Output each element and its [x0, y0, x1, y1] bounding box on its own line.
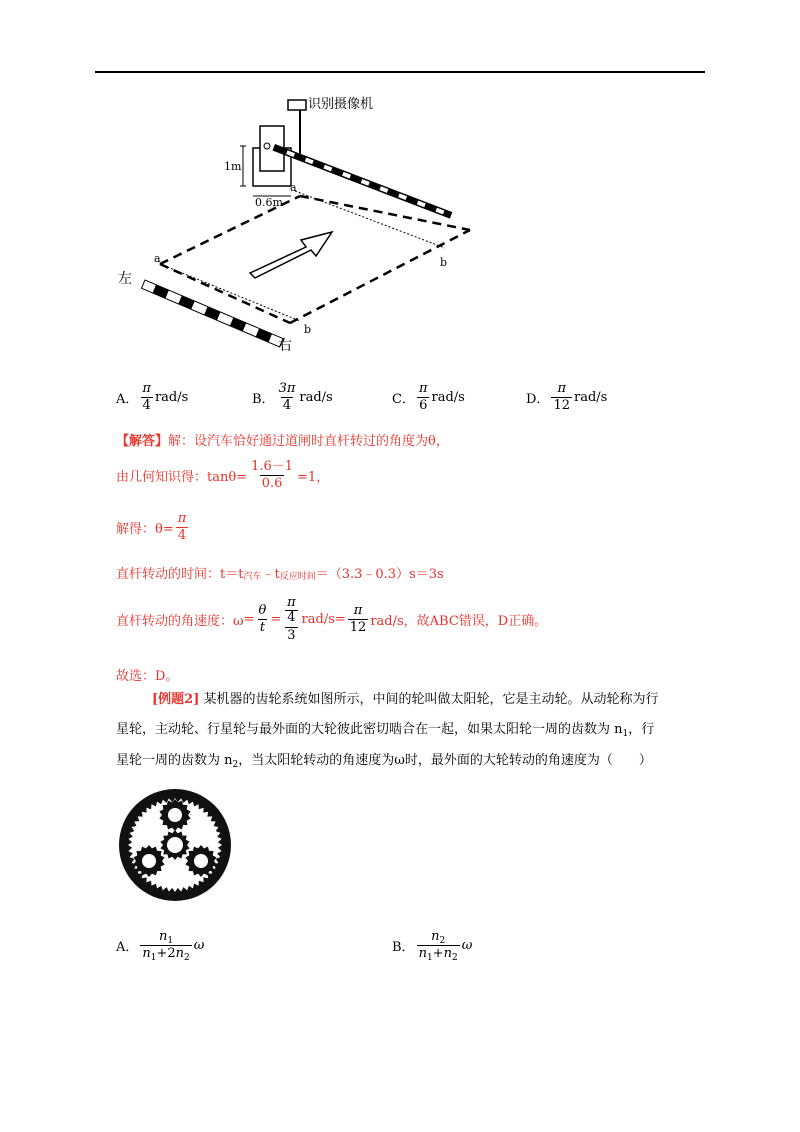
height-label: 1m: [224, 160, 242, 173]
option-c[interactable]: [392, 382, 465, 414]
geometry-fraction: $\frac{1.6-1}{0.6}$: [251, 459, 294, 492]
example2-question: [116, 685, 716, 777]
option-unit: rad/s: [431, 390, 465, 406]
omega-suffix: rad/s，故ABC错误，D正确。: [370, 613, 548, 629]
omega-compound-fraction: π 4 3: [287, 595, 296, 643]
planet-gear-hub: [168, 808, 182, 822]
example2-line3: 星轮一周的齿数为 $n_2$，当太阳轮转动的角速度为ω时，最外面的大轮转动的角速度为（ ）: [116, 753, 652, 770]
width-label: 0.6m: [255, 196, 283, 209]
omega-eq: =: [243, 611, 255, 627]
omega-unit: rad/s=: [301, 611, 346, 627]
option-letter: A．: [116, 392, 139, 408]
barrier-gate-figure: [110, 88, 490, 360]
right-label: 右: [278, 338, 292, 354]
time-mid: ﹣t: [261, 567, 280, 582]
answer-line: 故选：D。: [116, 669, 179, 684]
point-a: a: [154, 252, 161, 265]
example2-line2: 星轮，主动轮、行星轮与最外面的大轮彼此密切啮合在一起，如果太阳轮一周的齿数为 $n_1$，行: [116, 722, 655, 739]
time-sub-reaction: 反应时间: [279, 572, 316, 582]
omega-result-fraction: $\frac{\pi}{12}$: [349, 602, 367, 635]
example2-line1: [116, 685, 716, 715]
geometry-line: [116, 460, 329, 492]
solution-tag: 【解答】: [116, 434, 169, 449]
option-b[interactable]: [252, 382, 333, 414]
example2-line1-text: 某机器的齿轮系统如图所示，中间的轮叫做太阳轮，它是主动轮。从动轮称为行: [199, 692, 659, 707]
sun-gear-hub: [167, 837, 183, 853]
option-d[interactable]: [526, 382, 607, 414]
option-fraction: $\frac{n_2}{n_1+n_2}$: [418, 929, 458, 964]
omega-prefix: 直杆转动的角速度：ω: [116, 613, 244, 629]
planet-gear-hub: [194, 854, 208, 868]
option-letter: A．: [116, 940, 139, 956]
left-label: 左: [118, 271, 132, 287]
camera-label: 识别摄像机: [308, 97, 374, 112]
omega-eq2: =: [270, 611, 282, 627]
point-b-top: b: [440, 256, 448, 269]
time-prefix: 直杆转动的时间：t＝t: [116, 567, 244, 582]
option-unit: rad/s: [299, 390, 333, 406]
point-a-top: a: [290, 181, 297, 194]
option-fraction: $\frac{\pi}{12}$: [553, 381, 570, 414]
time-line: [116, 563, 444, 582]
gear-system-figure: [118, 788, 232, 902]
option-unit: rad/s: [573, 390, 608, 406]
option-a[interactable]: [116, 382, 188, 414]
omega-fraction-theta-t: $\frac{\theta}{t}$: [258, 602, 267, 635]
option-unit: rad/s: [154, 390, 189, 406]
omega-line: [116, 596, 547, 643]
point-b: b: [304, 323, 312, 336]
time-suffix: ＝（3.3﹣0.3）s＝3s: [315, 567, 444, 582]
header-rule: [95, 71, 705, 73]
geometry-suffix: =1，: [297, 470, 330, 486]
planet-gear-hub: [142, 854, 156, 868]
option-letter: B．: [252, 392, 275, 408]
option-letter: C．: [392, 392, 415, 408]
solve-fraction: $\frac{\pi}{4}$: [177, 511, 187, 544]
option-fraction: $\frac{n_1}{n_1+2n_2}$: [142, 929, 190, 964]
option-fraction: $\frac{3\pi}{4}$: [278, 381, 296, 414]
option-fraction: $\frac{\pi}{4}$: [142, 381, 151, 414]
option-letter: D．: [526, 392, 550, 408]
option-omega: ω: [193, 938, 205, 954]
option-fraction: $\frac{\pi}{6}$: [418, 381, 428, 414]
example2-tag: [例题2]: [152, 692, 200, 707]
option-letter: B．: [392, 940, 415, 956]
solve-prefix: 解得：θ=: [116, 522, 174, 538]
solution-intro: [116, 430, 449, 449]
geometry-prefix: 由几何知识得：tanθ=: [116, 470, 248, 486]
option2-a[interactable]: [116, 930, 204, 962]
option-omega: ω: [461, 938, 473, 954]
solve-line: [116, 512, 190, 544]
time-sub-car: 汽车: [243, 572, 262, 582]
option2-b[interactable]: [392, 930, 472, 962]
solution-intro-text: 解：设汽车恰好通过道闸时直杆转过的角度为θ，: [168, 434, 449, 449]
